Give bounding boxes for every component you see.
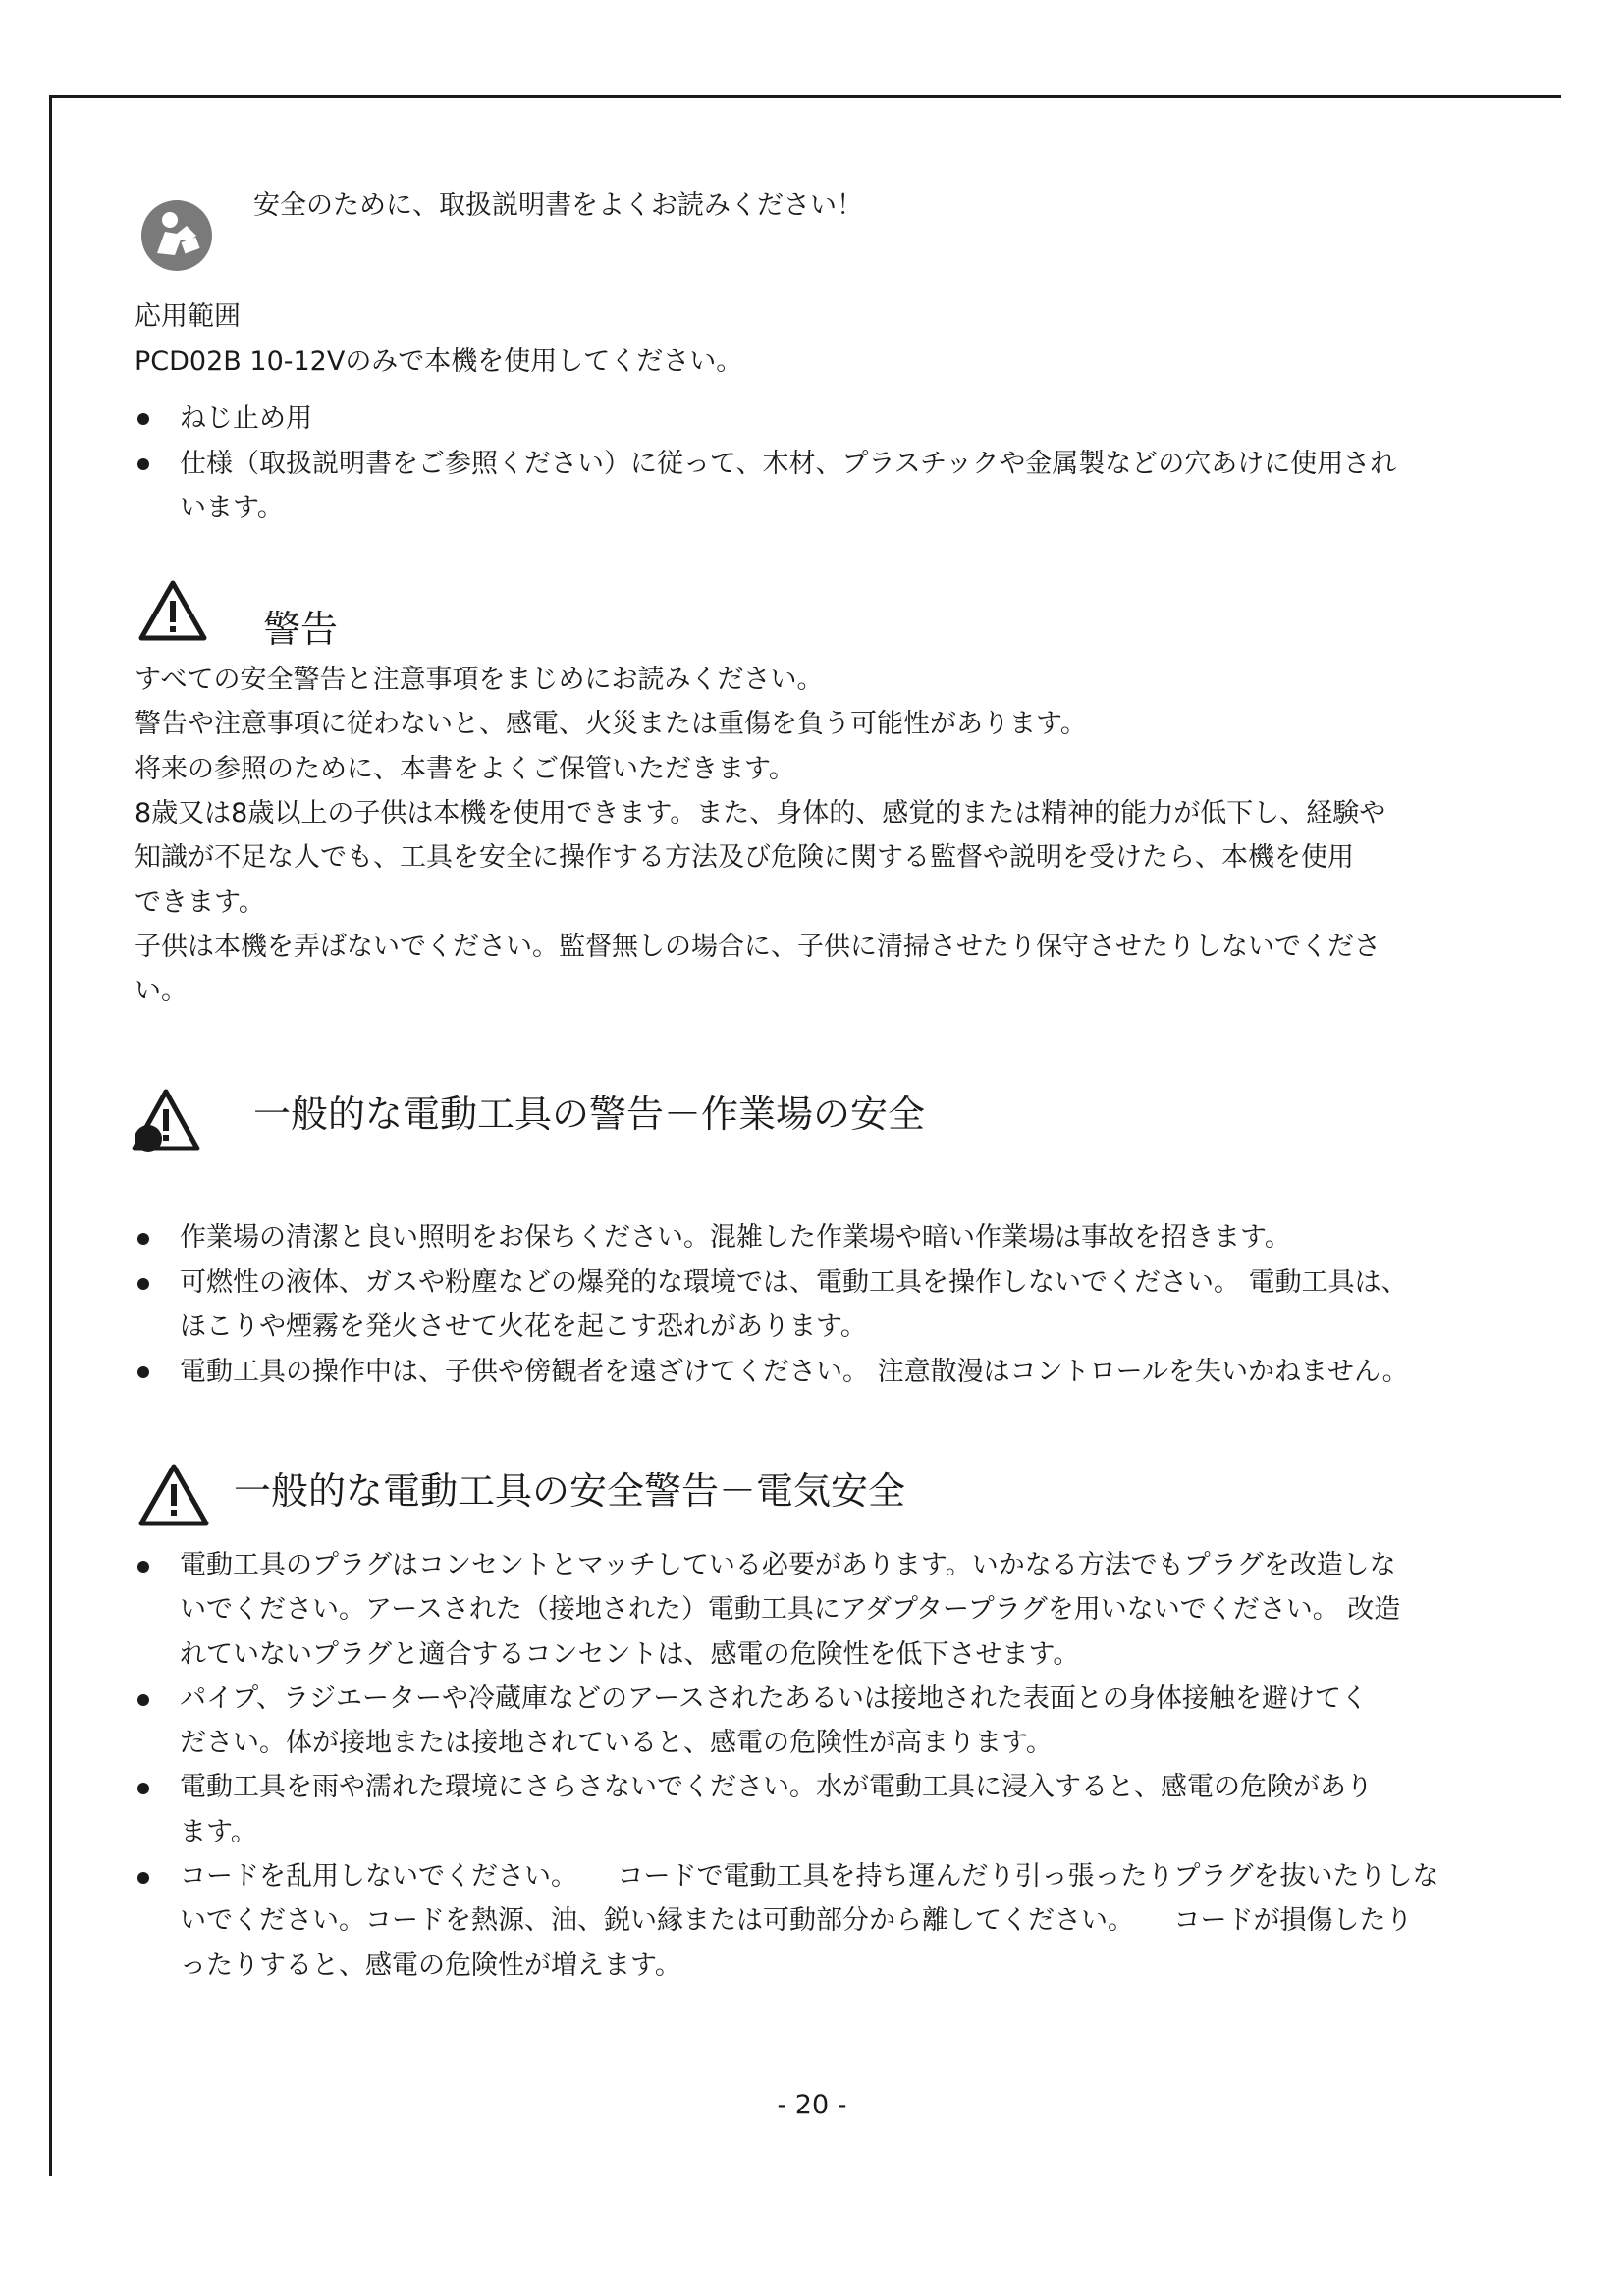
work-area-title: 一般的な電動工具の警告－作業場の安全 [253,1093,926,1136]
work-area-bullet-3: 電動工具の操作中は、子供や傍観者を遠ざけてください。 注意散漫はコントロールを失いかねません。 [180,1357,1409,1387]
bullet-dot [137,1783,149,1794]
bullet-dot [137,1233,149,1245]
page-number: - 20 - [777,2090,847,2120]
electrical-bullet-3-line-2: ます。 [180,1817,257,1847]
electrical-bullet-1-line-2: いでください。アースされた（接地された）電動工具にアダプタープラグを用いないでください。 改造 [180,1594,1401,1625]
bullet-dot [137,1872,149,1884]
application-line: PCD02B 10-12Vのみで本機を使用してください。 [135,347,743,377]
work-area-bullet-1: 作業場の清潔と良い照明をお保ちください。混雑した作業場や暗い作業場は事故を招きます。 [180,1222,1291,1253]
application-title: 応用範囲 [135,301,241,332]
warning-line-8: い。 [135,976,188,1006]
application-bullet-2-line-1: 仕様（取扱説明書をご参照ください）に従って、木材、プラスチックや金属製などの穴あけに使用され [180,449,1397,479]
warning-line-4: 8歳又は8歳以上の子供は本機を使用できます。また、身体的、感覚的または精神的能力が低下し、経験や [135,798,1386,828]
electrical-bullet-2-line-2: ださい。体が接地または接地されていると、感電の危険性が高まります。 [180,1728,1053,1758]
electrical-title: 一般的な電動工具の安全警告－電気安全 [234,1469,906,1513]
application-bullet-2-line-2: います。 [180,493,284,523]
warning-line-3: 将来の参照のために、本書をよくご保管いただきます。 [135,754,795,784]
warning-title: 警告 [263,608,339,651]
warning-line-7: 子供は本機を弄ばないでください。監督無しの場合に、子供に清掃させたり保守させたりしないでくださ [135,932,1380,962]
bullet-dot [137,1694,149,1706]
page-frame-left-rule [49,95,52,2176]
warning-line-6: できます。 [135,887,265,918]
warning-line-1: すべての安全警告と注意事項をまじめにお読みください。 [135,665,824,695]
electrical-bullet-1-line-3: れていないプラグと適合するコンセントは、感電の危険性を低下させます。 [180,1639,1080,1670]
warning-triangle-icon [137,1463,210,1527]
warning-triangle-icon [137,579,208,642]
page-frame-top-rule [49,95,1561,98]
electrical-bullet-2-line-1: パイプ、ラジエーターや冷蔵庫などのアースされたあるいは接地された表面との身体接触を避けてく [180,1683,1368,1714]
bullet-dot [137,1278,149,1290]
electrical-bullet-4-line-1: コードを乱用しないでください。 コードで電動工具を持ち運んだり引っ張ったりプラグを抜いたりしな [180,1861,1439,1892]
electrical-bullet-1-line-1: 電動工具のプラグはコンセントとマッチしている必要があります。いかなる方法でもプラグを改造しな [180,1550,1396,1580]
bullet-dot [137,413,149,425]
warning-line-5: 知識が不足な人でも、工具を安全に操作する方法及び危険に関する監督や説明を受けたら、本機を使用 [135,842,1354,873]
warning-line-2: 警告や注意事項に従わないと、感電、火災または重傷を負う可能性があります。 [135,709,1087,739]
bullet-dot [137,1366,149,1378]
electrical-bullet-4-line-2: いでください。コードを熱源、油、鋭い縁または可動部分から離してください。 コードが損傷したり [180,1905,1413,1936]
electrical-bullet-3-line-1: 電動工具を雨や濡れた環境にさらさないでください。水が電動工具に浸入すると、感電の危険があり [180,1772,1373,1802]
work-area-bullet-2-line-1: 可燃性の液体、ガスや粉塵などの爆発的な環境では、電動工具を操作しないでください。 電動工具は、 [180,1267,1408,1298]
read-manual-icon [137,196,216,275]
electrical-bullet-4-line-3: ったりすると、感電の危険性が増えます。 [180,1950,681,1981]
warning-triangle-icon [123,1088,201,1154]
bullet-dot [137,1561,149,1573]
read-manual-notice: 安全のために、取扱説明書をよくお読みください！ [253,190,863,221]
bullet-dot [137,458,149,470]
work-area-bullet-2-line-2: ほこりや煙霧を発火させて火花を起こす恐れがあります。 [180,1311,867,1342]
application-bullet-1: ねじ止め用 [180,403,312,434]
